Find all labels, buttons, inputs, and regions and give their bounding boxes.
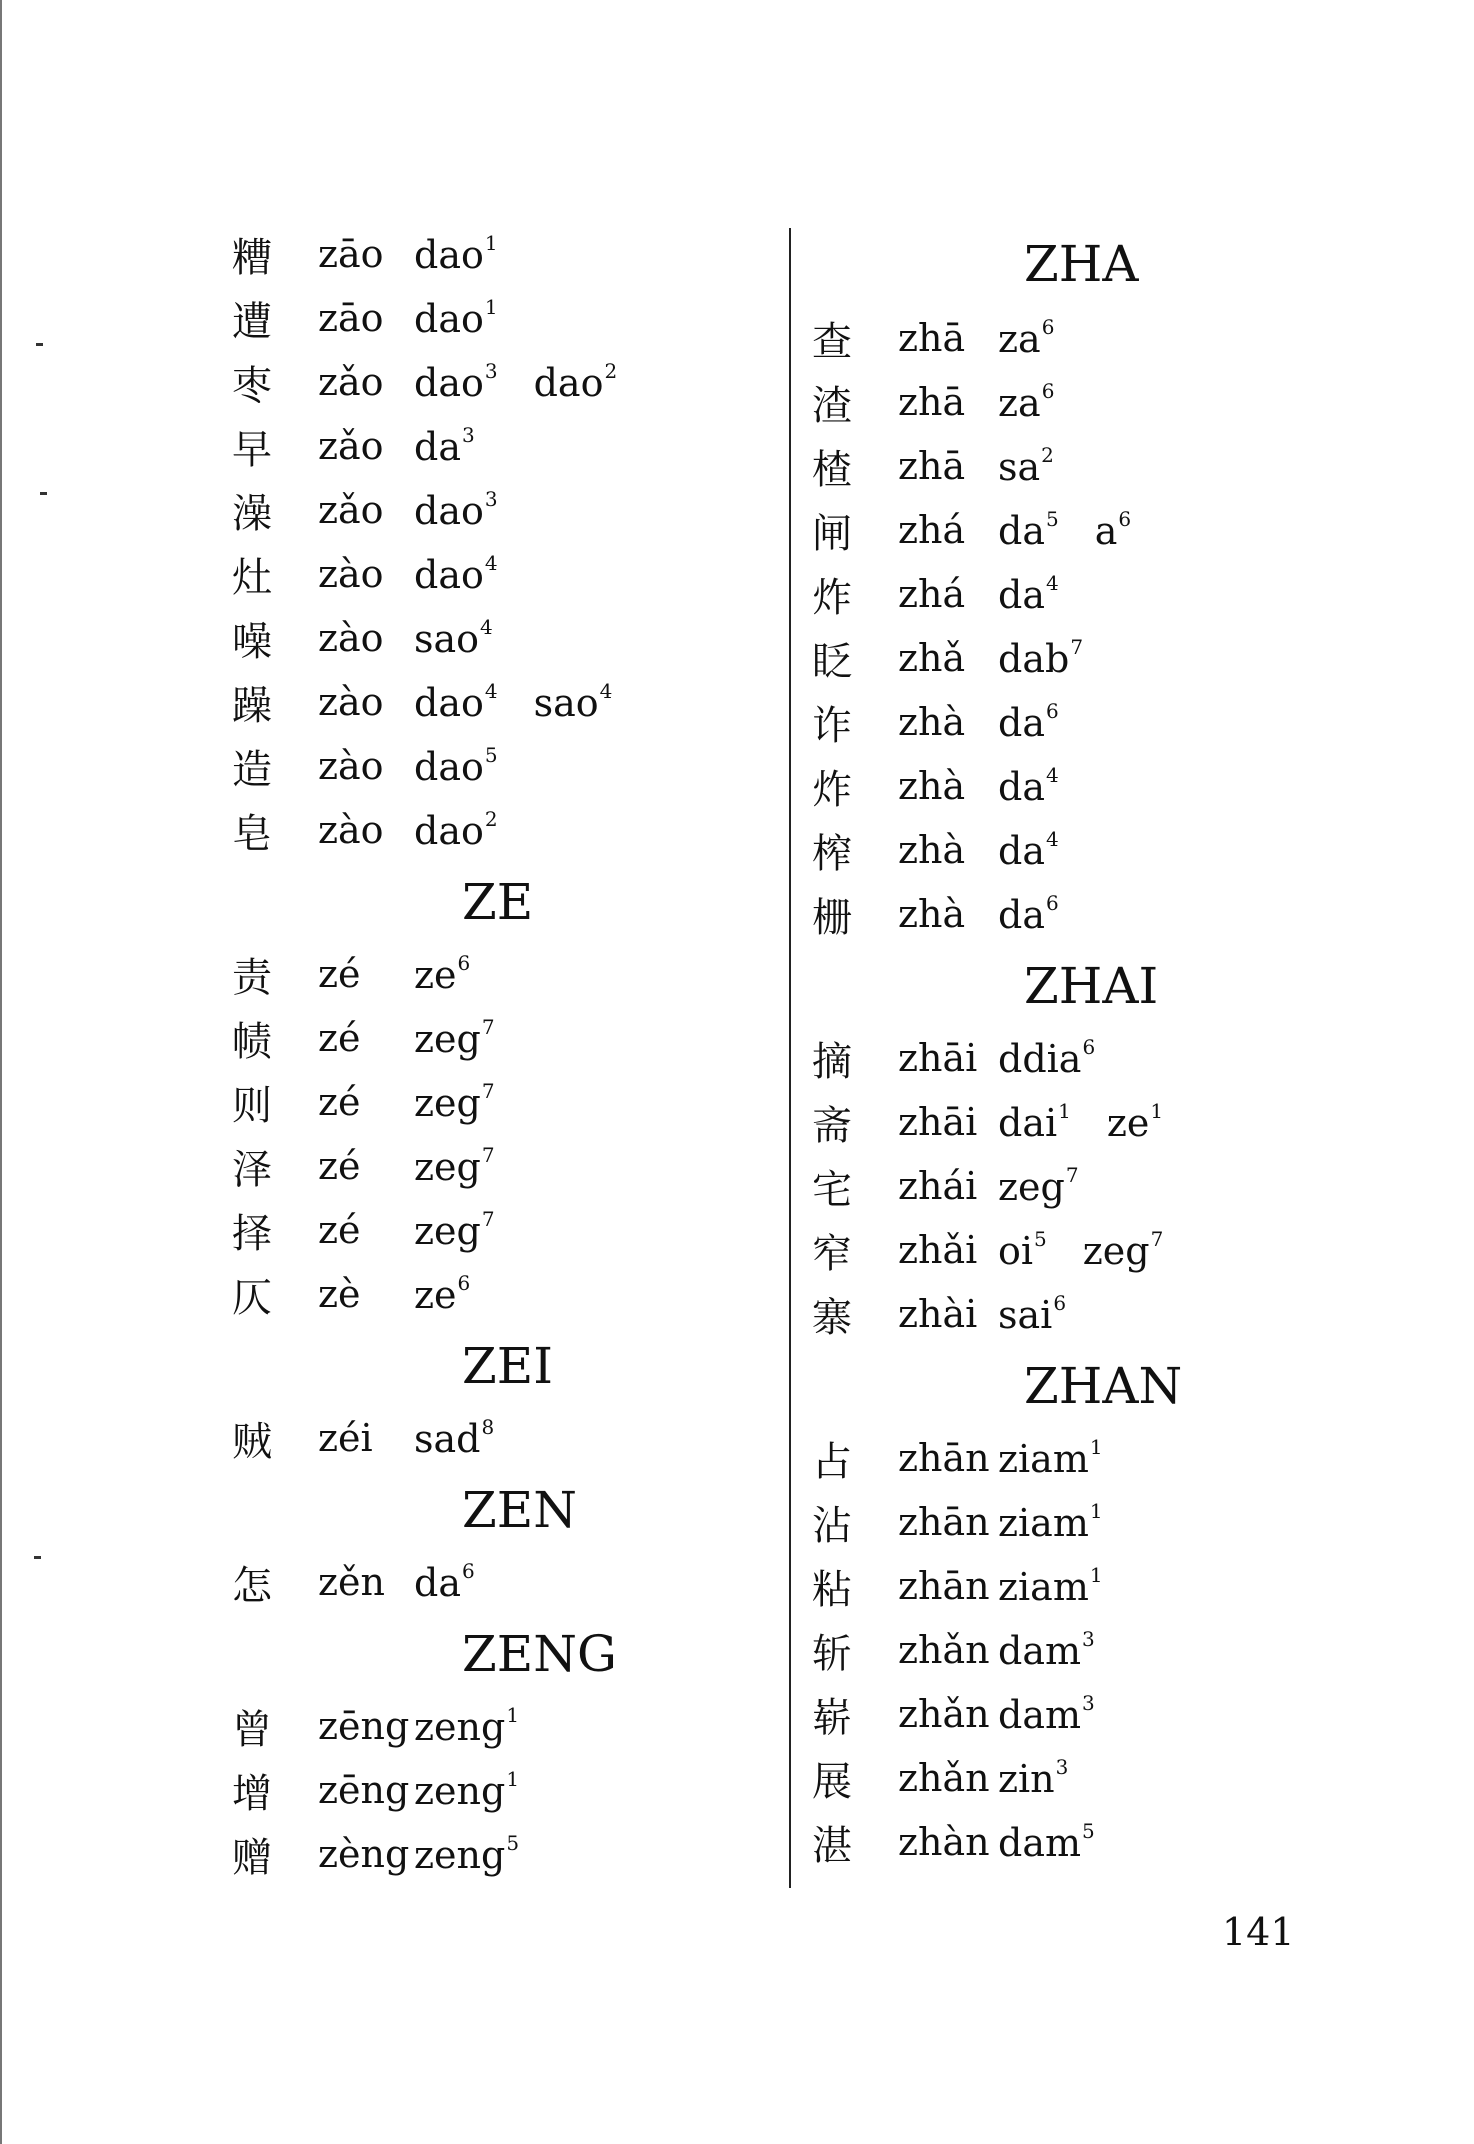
dictionary-entry — [232, 1198, 772, 1262]
entry-character: 渣 — [812, 382, 852, 429]
entry-pinyin: zhā — [898, 316, 966, 360]
entry-reading — [414, 1079, 495, 1125]
dictionary-entry — [232, 1758, 772, 1822]
entry-character: 糟 — [232, 234, 272, 281]
entry-pinyin: zhà — [898, 764, 966, 808]
entry-character: 沾 — [812, 1502, 852, 1549]
reading-base: dao — [414, 361, 484, 405]
entry-pinyin: zǎo — [318, 424, 384, 468]
reading-tone: 4 — [599, 679, 613, 703]
reading-base: zeng — [414, 1769, 506, 1813]
reading-base: dao — [414, 297, 484, 341]
entry-pinyin: zhá — [898, 572, 966, 616]
entry-pinyin: zhān — [898, 1436, 990, 1480]
entry-reading — [998, 1627, 1095, 1673]
entry-pinyin: zào — [318, 808, 384, 852]
reading-tone: 4 — [1045, 571, 1059, 595]
entry-pinyin: zāo — [318, 232, 384, 276]
entry-pinyin: zào — [318, 616, 384, 660]
dictionary-entry — [812, 1090, 1372, 1154]
entry-pinyin: zhà — [898, 828, 966, 872]
reading-tone: 1 — [1089, 1563, 1103, 1587]
dictionary-entry — [232, 734, 772, 798]
entry-reading — [998, 379, 1054, 425]
reading-base: da — [998, 829, 1045, 873]
entry-character: 寨 — [812, 1294, 852, 1341]
reading-tone: 4 — [480, 615, 493, 639]
dictionary-entry — [812, 1154, 1372, 1218]
reading-tone: 1 — [484, 231, 498, 255]
reading-base: zeng — [414, 1705, 506, 1749]
entry-reading — [998, 699, 1059, 745]
entry-pinyin: zhái — [898, 1164, 978, 1208]
entry-pinyin: zhāi — [898, 1036, 978, 1080]
reading-base: sao — [533, 681, 599, 725]
dictionary-entry — [812, 1490, 1372, 1554]
entry-character: 噪 — [232, 618, 272, 665]
dictionary-entry — [812, 1026, 1372, 1090]
entry-pinyin: zhǎi — [898, 1228, 978, 1272]
entry-reading — [998, 507, 1059, 553]
entry-reading — [414, 1271, 470, 1317]
reading-base: sai — [998, 1293, 1053, 1337]
entry-reading — [998, 1291, 1066, 1337]
reading-tone: 6 — [1118, 507, 1132, 531]
entry-reading — [998, 1691, 1095, 1737]
reading-base: ziam — [998, 1565, 1089, 1609]
reading-base: a — [1094, 509, 1118, 553]
dictionary-entry — [812, 1282, 1372, 1346]
entry-reading — [998, 1227, 1047, 1273]
entry-reading — [1083, 1227, 1164, 1273]
entry-reading — [998, 891, 1059, 937]
entry-pinyin: zé — [318, 952, 361, 996]
entry-character: 怎 — [232, 1562, 272, 1609]
reading-base: da — [998, 701, 1045, 745]
entry-character: 择 — [232, 1210, 272, 1257]
entry-character: 躁 — [232, 682, 272, 729]
entry-pinyin: zhà — [898, 700, 966, 744]
entry-reading — [534, 359, 618, 405]
reading-tone: 6 — [457, 951, 471, 975]
section-header: ZEI — [462, 1337, 553, 1395]
entry-reading — [414, 743, 498, 789]
dictionary-entry — [232, 670, 772, 734]
dictionary-entry — [812, 1218, 1372, 1282]
reading-tone: 3 — [1082, 1691, 1095, 1715]
reading-tone: 5 — [1034, 1227, 1047, 1251]
entry-pinyin: zhǎn — [898, 1692, 990, 1736]
entry-pinyin: zhàn — [898, 1820, 990, 1864]
entry-reading — [998, 1035, 1095, 1081]
reading-base: zeg — [414, 1209, 481, 1253]
entry-reading — [998, 571, 1059, 617]
entry-pinyin: zè — [318, 1272, 361, 1316]
reading-tone: 5 — [1045, 507, 1059, 531]
reading-base: zeg — [414, 1081, 481, 1125]
reading-base: dam — [998, 1693, 1082, 1737]
dictionary-entry — [232, 1822, 772, 1886]
reading-base: dao — [414, 681, 484, 725]
left-column — [232, 222, 772, 1886]
dictionary-entry — [812, 882, 1372, 946]
reading-base: zeg — [414, 1017, 481, 1061]
entry-character: 则 — [232, 1082, 272, 1129]
entry-reading — [414, 1015, 495, 1061]
entry-reading — [998, 1819, 1095, 1865]
entry-reading — [414, 1415, 494, 1461]
reading-base: dao — [533, 361, 604, 405]
entry-character: 展 — [812, 1758, 852, 1805]
reading-base: zin — [998, 1757, 1055, 1801]
reading-base: da — [998, 893, 1045, 937]
entry-pinyin: zèng — [318, 1832, 410, 1876]
entry-reading — [534, 679, 613, 725]
entry-character: 责 — [232, 954, 272, 1001]
entry-character: 澡 — [232, 490, 272, 537]
entry-pinyin: zhǎn — [898, 1756, 990, 1800]
entry-reading — [998, 827, 1059, 873]
reading-base: ze — [1106, 1101, 1150, 1145]
entry-reading — [414, 231, 498, 277]
scan-speck — [40, 492, 47, 495]
reading-base: da — [998, 509, 1045, 553]
reading-base: za — [998, 381, 1041, 425]
dictionary-entry — [232, 478, 772, 542]
reading-tone: 6 — [1041, 315, 1055, 339]
reading-base: zeg — [1082, 1229, 1150, 1273]
entry-pinyin: zào — [318, 680, 384, 724]
entry-character: 粘 — [812, 1566, 852, 1613]
dictionary-entry — [812, 1746, 1372, 1810]
entry-pinyin: zēng — [318, 1704, 410, 1748]
reading-tone: 1 — [1089, 1499, 1103, 1523]
dictionary-entry — [812, 1682, 1372, 1746]
entry-reading — [998, 315, 1054, 361]
dictionary-entry — [812, 498, 1372, 562]
entry-character: 早 — [232, 426, 272, 473]
entry-character: 炸 — [812, 574, 852, 621]
entry-character: 帻 — [232, 1018, 272, 1065]
entry-reading — [414, 1207, 495, 1253]
dictionary-entry — [232, 1262, 772, 1326]
entry-reading — [1107, 1099, 1163, 1145]
scan-speck — [34, 1556, 41, 1559]
reading-tone: 2 — [484, 807, 498, 831]
dictionary-entry — [232, 350, 772, 414]
entry-reading — [998, 635, 1083, 681]
dictionary-entry — [812, 626, 1372, 690]
dictionary-entry — [812, 1554, 1372, 1618]
entry-reading — [998, 443, 1054, 489]
reading-tone: 1 — [506, 1703, 520, 1727]
entry-reading — [998, 763, 1059, 809]
reading-tone: 3 — [1055, 1755, 1069, 1779]
dictionary-entry — [812, 370, 1372, 434]
entry-character: 造 — [232, 746, 272, 793]
entry-reading — [414, 487, 498, 533]
dictionary-entry — [232, 1070, 772, 1134]
entry-pinyin: zhān — [898, 1500, 990, 1544]
entry-pinyin: zhài — [898, 1292, 978, 1336]
dictionary-entry — [232, 1550, 772, 1614]
entry-pinyin: zé — [318, 1208, 361, 1252]
entry-reading — [414, 951, 470, 997]
entry-reading — [1095, 507, 1131, 553]
reading-tone: 5 — [484, 743, 498, 767]
entry-pinyin: zǎo — [318, 488, 384, 532]
reading-base: sao — [414, 617, 480, 661]
dictionary-entry — [812, 1426, 1372, 1490]
entry-reading — [414, 807, 498, 853]
entry-pinyin: zào — [318, 744, 384, 788]
reading-tone: 4 — [1045, 763, 1059, 787]
entry-character: 摘 — [812, 1038, 852, 1085]
entry-character: 皂 — [232, 810, 272, 857]
reading-tone: 6 — [1082, 1035, 1096, 1059]
reading-base: dao — [414, 489, 484, 533]
reading-tone: 6 — [1045, 891, 1059, 915]
section-header: ZEN — [462, 1481, 577, 1539]
entry-reading — [414, 679, 498, 725]
entry-pinyin: zhāi — [898, 1100, 978, 1144]
entry-character: 湛 — [812, 1822, 852, 1869]
scan-speck — [36, 343, 43, 346]
reading-tone: 6 — [461, 1559, 475, 1583]
entry-character: 窄 — [812, 1230, 852, 1277]
entry-reading — [998, 1755, 1068, 1801]
reading-base: ziam — [998, 1501, 1089, 1545]
entry-character: 榨 — [812, 830, 852, 877]
entry-pinyin: zhǎn — [898, 1628, 990, 1672]
entry-reading — [414, 1831, 519, 1877]
entry-character: 泽 — [232, 1146, 272, 1193]
reading-base: sa — [998, 445, 1041, 489]
dictionary-entry — [812, 562, 1372, 626]
reading-base: za — [998, 317, 1041, 361]
reading-tone: 6 — [457, 1271, 471, 1295]
reading-base: ziam — [998, 1437, 1089, 1481]
entry-reading — [414, 1767, 519, 1813]
dictionary-entry — [232, 1134, 772, 1198]
entry-pinyin: zé — [318, 1016, 361, 1060]
entry-character: 斩 — [812, 1630, 852, 1677]
page-edge-line — [0, 0, 2, 2144]
reading-tone: 4 — [484, 551, 498, 575]
entry-reading — [998, 1563, 1103, 1609]
entry-pinyin: zé — [318, 1144, 361, 1188]
reading-tone: 1 — [506, 1767, 520, 1791]
dictionary-entry — [812, 754, 1372, 818]
entry-character: 遭 — [232, 298, 272, 345]
entry-character: 斋 — [812, 1102, 852, 1149]
entry-pinyin: zěn — [318, 1560, 385, 1604]
section-header: ZE — [462, 873, 534, 931]
entry-character: 仄 — [232, 1274, 272, 1321]
entry-character: 眨 — [812, 638, 852, 685]
entry-reading — [414, 1143, 495, 1189]
entry-pinyin: zhà — [898, 892, 966, 936]
dictionary-entry — [812, 1810, 1372, 1874]
right-column — [812, 222, 1372, 1874]
entry-character: 栅 — [812, 894, 852, 941]
reading-tone: 1 — [1089, 1435, 1103, 1459]
reading-base: dao — [414, 809, 484, 853]
reading-tone: 7 — [481, 1015, 495, 1039]
dictionary-entry — [232, 798, 772, 862]
dictionary-entry — [232, 1006, 772, 1070]
dictionary-entry — [232, 414, 772, 478]
entry-reading — [414, 423, 475, 469]
reading-base: dao — [414, 745, 484, 789]
dictionary-entry — [232, 606, 772, 670]
reading-base: zeg — [414, 1145, 481, 1189]
reading-tone: 6 — [1041, 379, 1055, 403]
dictionary-entry — [812, 818, 1372, 882]
entry-character: 赠 — [232, 1834, 272, 1881]
dictionary-entry — [232, 942, 772, 1006]
dictionary-entry — [232, 542, 772, 606]
reading-tone: 8 — [481, 1415, 495, 1439]
reading-base: dam — [998, 1629, 1082, 1673]
dictionary-entry — [812, 1618, 1372, 1682]
entry-pinyin: zé — [318, 1080, 361, 1124]
reading-tone: 3 — [461, 423, 475, 447]
reading-tone: 7 — [1150, 1227, 1164, 1251]
reading-base: da — [998, 765, 1045, 809]
reading-tone: 2 — [1041, 443, 1054, 467]
reading-base: ze — [414, 1273, 457, 1317]
reading-base: ddia — [998, 1037, 1082, 1081]
reading-base: da — [414, 425, 461, 469]
entry-pinyin: zāo — [318, 296, 384, 340]
reading-tone: 4 — [484, 679, 498, 703]
reading-tone: 6 — [1053, 1291, 1067, 1315]
reading-tone: 1 — [484, 295, 498, 319]
reading-tone: 3 — [484, 359, 498, 383]
entry-pinyin: zào — [318, 552, 384, 596]
dictionary-entry — [812, 434, 1372, 498]
entry-reading — [414, 551, 498, 597]
reading-tone: 7 — [1070, 635, 1084, 659]
reading-base: zeg — [998, 1165, 1065, 1209]
dictionary-entry — [812, 306, 1372, 370]
entry-pinyin: zhā — [898, 380, 966, 424]
entry-character: 楂 — [812, 446, 852, 493]
entry-character: 诈 — [812, 702, 852, 749]
section-header: ZHAN — [1024, 1357, 1183, 1415]
reading-tone: 3 — [484, 487, 498, 511]
reading-tone: 7 — [1065, 1163, 1079, 1187]
entry-pinyin: zǎo — [318, 360, 384, 404]
entry-pinyin: zhān — [898, 1564, 990, 1608]
reading-base: dao — [414, 553, 484, 597]
reading-base: da — [414, 1561, 461, 1605]
entry-character: 贼 — [232, 1418, 272, 1465]
reading-tone: 3 — [1082, 1627, 1095, 1651]
dictionary-entry — [812, 690, 1372, 754]
reading-tone: 1 — [1058, 1099, 1071, 1123]
entry-pinyin: zhǎ — [898, 636, 966, 680]
reading-tone: 5 — [506, 1831, 520, 1855]
entry-reading — [414, 295, 498, 341]
reading-tone: 2 — [604, 359, 618, 383]
dictionary-entry — [232, 222, 772, 286]
entry-reading — [998, 1099, 1071, 1145]
entry-reading — [414, 1703, 519, 1749]
reading-base: dai — [998, 1101, 1058, 1145]
entry-character: 闸 — [812, 510, 852, 557]
reading-tone: 6 — [1045, 699, 1059, 723]
section-header: ZENG — [462, 1625, 617, 1683]
reading-tone: 5 — [1082, 1819, 1095, 1843]
entry-character: 曾 — [232, 1706, 272, 1753]
reading-base: sad — [414, 1417, 481, 1461]
dictionary-entry — [232, 1406, 772, 1470]
entry-pinyin: zēng — [318, 1768, 410, 1812]
entry-reading — [998, 1435, 1103, 1481]
entry-pinyin: zéi — [318, 1416, 373, 1460]
section-header: ZHA — [1024, 235, 1139, 293]
entry-pinyin: zhā — [898, 444, 966, 488]
reading-base: dab — [998, 637, 1070, 681]
entry-character: 占 — [812, 1438, 852, 1485]
entry-pinyin: zhá — [898, 508, 966, 552]
entry-reading — [414, 1559, 475, 1605]
entry-character: 灶 — [232, 554, 272, 601]
reading-tone: 7 — [481, 1079, 495, 1103]
entry-reading — [998, 1163, 1079, 1209]
reading-tone: 4 — [1045, 827, 1059, 851]
reading-base: dam — [998, 1821, 1082, 1865]
entry-reading — [414, 615, 493, 661]
dictionary-entry — [232, 286, 772, 350]
reading-tone: 1 — [1150, 1099, 1164, 1123]
reading-base: ze — [414, 953, 457, 997]
reading-base: dao — [414, 233, 484, 277]
reading-base: oi — [998, 1229, 1034, 1273]
reading-base: zeng — [414, 1833, 506, 1877]
entry-reading — [998, 1499, 1103, 1545]
page-number: 141 — [1222, 1910, 1295, 1954]
entry-character: 宅 — [812, 1166, 852, 1213]
reading-base: da — [998, 573, 1045, 617]
entry-character: 炸 — [812, 766, 852, 813]
section-header: ZHAI — [1024, 957, 1159, 1015]
column-divider — [789, 228, 791, 1888]
entry-character: 增 — [232, 1770, 272, 1817]
entry-character: 枣 — [232, 362, 272, 409]
reading-tone: 7 — [481, 1143, 495, 1167]
dictionary-entry — [232, 1694, 772, 1758]
entry-reading — [414, 359, 498, 405]
reading-tone: 7 — [481, 1207, 495, 1231]
entry-character: 崭 — [812, 1694, 852, 1741]
entry-character: 查 — [812, 318, 852, 365]
